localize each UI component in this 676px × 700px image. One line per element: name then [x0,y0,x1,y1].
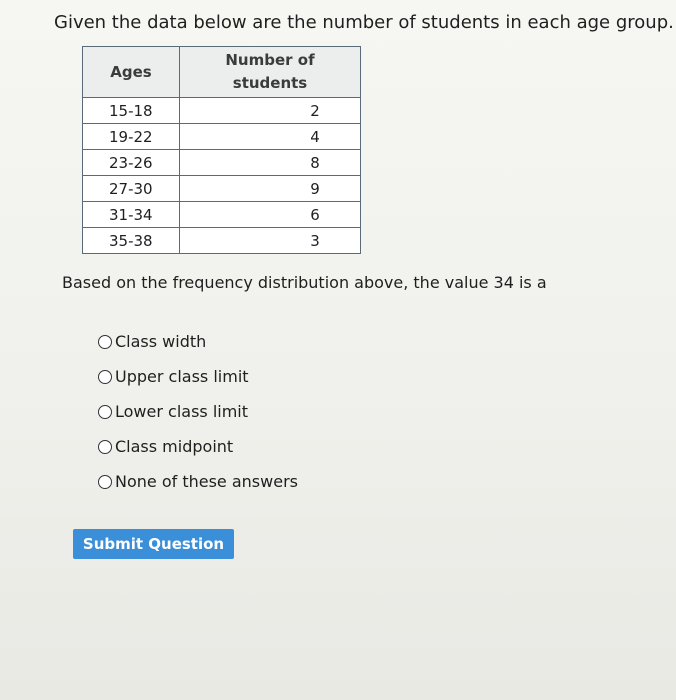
option-lower-class-limit[interactable] [98,394,298,429]
option-none-of-these[interactable] [98,464,298,499]
age-cell: 23-26 [83,150,180,176]
table-row [83,176,361,202]
age-cell: 15-18 [83,98,180,124]
header-ages: Ages [83,47,180,98]
table-row [83,202,361,228]
table-row [83,98,361,124]
option-label: Upper class limit [115,367,249,386]
prompt-text: Based on the frequency distribution above, the value 34 is a [62,273,547,292]
option-upper-class-limit[interactable] [98,359,298,394]
question-text: Given the data below are the number of students in each age group. [54,12,674,33]
answer-options [98,324,298,499]
header-number-of-students [180,47,361,98]
frequency-table [82,46,361,254]
count-cell: 2 [180,98,361,124]
count-cell: 8 [180,150,361,176]
option-class-midpoint[interactable] [98,429,298,464]
option-label: Lower class limit [115,402,249,421]
header-count-line2: students [232,74,308,92]
option-label: Class midpoint [115,437,234,456]
table-row [83,124,361,150]
age-cell: 31-34 [83,202,180,228]
table-row [83,150,361,176]
table-row [83,228,361,254]
count-cell: 3 [180,228,361,254]
count-cell: 9 [180,176,361,202]
radio-button-icon[interactable] [98,405,112,419]
table-header-row [83,47,361,98]
option-label: Class width [115,332,207,351]
age-cell: 19-22 [83,124,180,150]
age-cell: 27-30 [83,176,180,202]
radio-button-icon[interactable] [98,475,112,489]
count-cell: 6 [180,202,361,228]
age-cell: 35-38 [83,228,180,254]
radio-button-icon[interactable] [98,440,112,454]
radio-button-icon[interactable] [98,370,112,384]
header-count-line1: Number of [225,51,315,69]
count-cell: 4 [180,124,361,150]
option-label: None of these answers [115,472,298,491]
option-class-width[interactable] [98,324,298,359]
submit-question-button[interactable]: Submit Question [73,529,234,559]
radio-button-icon[interactable] [98,335,112,349]
